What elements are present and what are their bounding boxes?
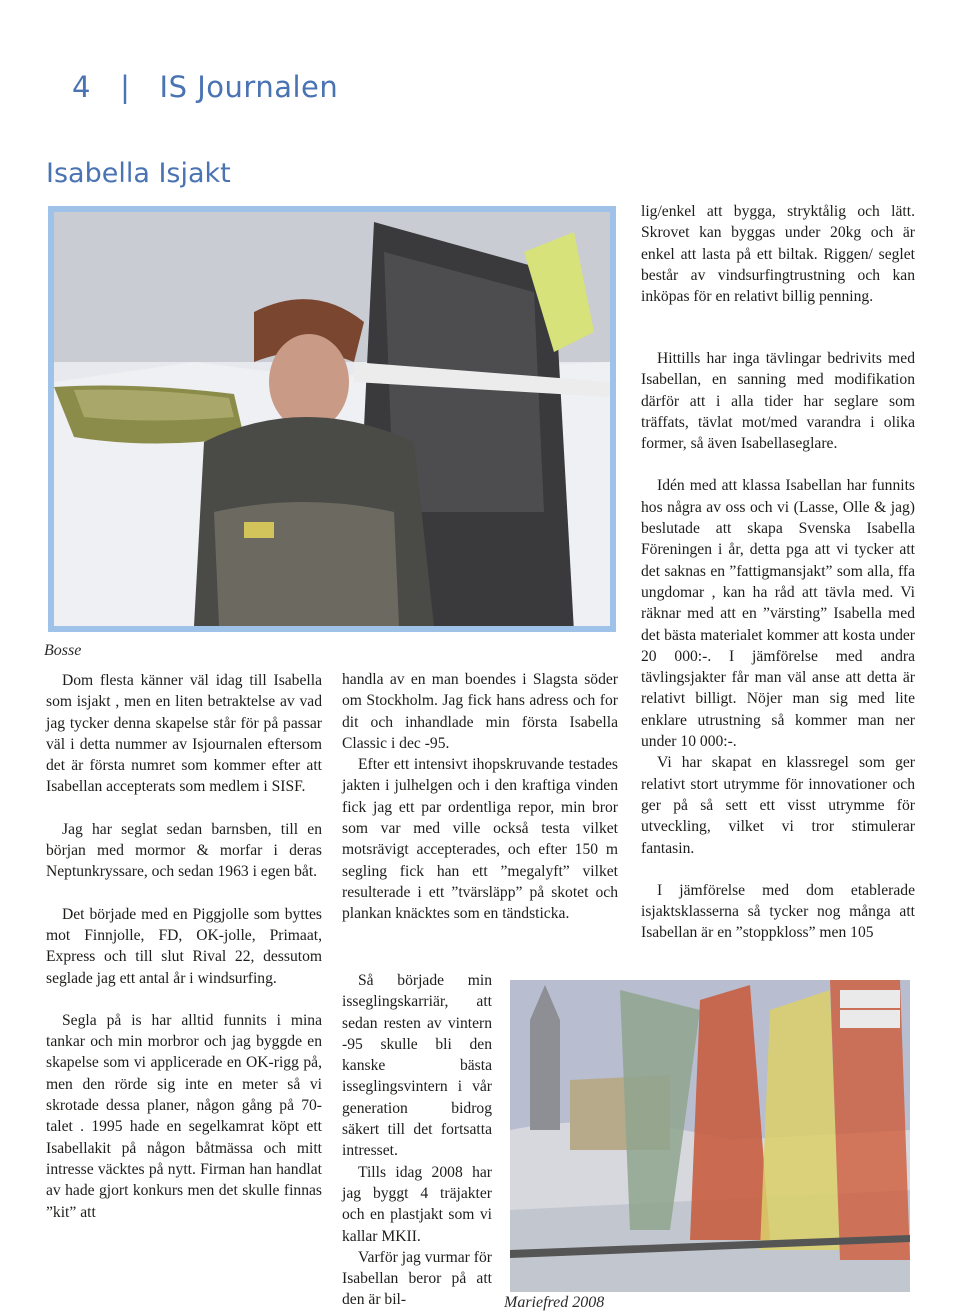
paragraph: Hittills har inga tävlingar bedrivits med Isabellan, en sanning med modifikation därför att i alla tider har seglare som träffats, tävlat mot/med varandra i olika former, så även Isabellaseglare. bbox=[641, 350, 915, 453]
paragraph: Så började min isseglingskarriär, att sedan resten av vintern -95 skulle bli den kanske bästa isseglingsvintern i vår generation bidrog säkert till det fortsatta intresset. bbox=[342, 972, 492, 1160]
photo-bosse-image bbox=[54, 212, 610, 626]
article-title: Isabella Isjakt bbox=[46, 158, 231, 189]
paragraph: handla av en man boendes i Slagsta söder om Stockholm. Jag fick hans adress och for dit och inhandlade min första Isabella Classic i dec -95. bbox=[342, 671, 618, 752]
paragraph: Idén med att klassa Isabellan har funnits hos några av oss och vi (Lasse, Olle & jag) beslutade att skapa Svenska Isabella Föreningen i år, detta pga att vi tycker att det saknas en ”fattigmansjakt” som alla, ffa ungdomar , kan ha råd att tävla med. Vi räknar med att en ”värsting” Isabella med det bästa materialet kommer att kosta under 20 000:-. I jämförelse med andra tävlingsjakter får man väl anse att detta är relativt billigt. Nöjer man sig med lite enklare utrustning så kommer man ner under 10 000:-. bbox=[641, 477, 915, 751]
text-column-right-top bbox=[641, 201, 915, 307]
page-header bbox=[72, 70, 338, 104]
paragraph: Varför jag vurmar för Isabellan beror på att den är bil- bbox=[342, 1248, 492, 1309]
text-column-left bbox=[46, 670, 322, 1223]
text-column-right bbox=[641, 348, 915, 944]
page-number: 4 bbox=[72, 70, 91, 104]
paragraph: Segla på is har alltid funnits i mina tankar och min morbror och jag byggde en skapelse som vi applicerade en OK-rigg på, men den rörde sig inte en meter så vi skrotade dessa planer, någon gång på 70-talet . 1995 hade en segelkamrat köpt ett Isabellakit på någon båtmässa och mitt intresse väcktes på nytt. Firman han handlat av hade gjort konkurs men det skulle finnas ”kit” att bbox=[46, 1011, 322, 1221]
paragraph: Det började med en Piggjolle som byttes mot Finnjolle, FD, OK-jolle, Primaat, Express och till slut Rival 22, dessutom seglade jag ett antal år i windsurfing. bbox=[46, 905, 322, 987]
paragraph: Tills idag 2008 har jag byggt 4 träjakter och en plastjakt som vi kallar MKII. bbox=[342, 1163, 492, 1245]
photo-bosse bbox=[48, 206, 616, 632]
paragraph: lig/enkel att bygga, stryktålig och lätt. Skrovet kan byggas under 20kg och är enkel att lasta på ett biltak. Riggen/ seglet består av vindsurfingtrustning och kan inköpas för en relativt billig penning. bbox=[641, 203, 915, 306]
paragraph: Dom flesta känner väl idag till Isabella som isjakt , men en liten betraktelse av vad jag tycker denna skapelse står för på passar väl i detta nummer av Isjournalen eftersom det är första numret som kommer efter att Isabellan accepterats som medlem i SISF. bbox=[46, 672, 322, 796]
text-column-middle-bottom bbox=[342, 970, 492, 1311]
paragraph: I jämförelse med dom etablerade isjaktsklasserna så tycker nog många att Isabellan är en ”stoppkloss” men 105 bbox=[641, 881, 915, 942]
caption-bosse: Bosse bbox=[44, 642, 82, 659]
paragraph: Jag har seglat sedan barnsben, till en början med mormor & morfar i deras Neptunkryssare, och sedan 1963 i egen båt. bbox=[46, 820, 322, 881]
photo-mariefred-image bbox=[510, 980, 910, 1292]
paragraph: Efter ett intensivt ihopskruvande testades jakten i julhelgen och i den kraftiga vinden fick jag ett par ordentliga repor, min bror som var med ville också testa vilket motsrävigt accepterades, och efter 150 m segling fick han ett ”megalyft” vilket resulterade i ett ”tvärsläpp” på skotet och plankan knäcktes som en tändsticka. bbox=[342, 756, 618, 923]
caption-mariefred: Mariefred 2008 bbox=[504, 1294, 605, 1311]
header-separator: | bbox=[120, 70, 131, 104]
paragraph: Vi har skapat en klassregel som ger relativt stort utrymme för innovationer och ger på så sett ett visst utrymme för utveckling, vilket vi tror stimulerar fantasin. bbox=[641, 754, 915, 857]
text-column-middle-top bbox=[342, 669, 618, 925]
publication-name: IS Journalen bbox=[159, 70, 339, 104]
photo-mariefred bbox=[510, 980, 910, 1292]
